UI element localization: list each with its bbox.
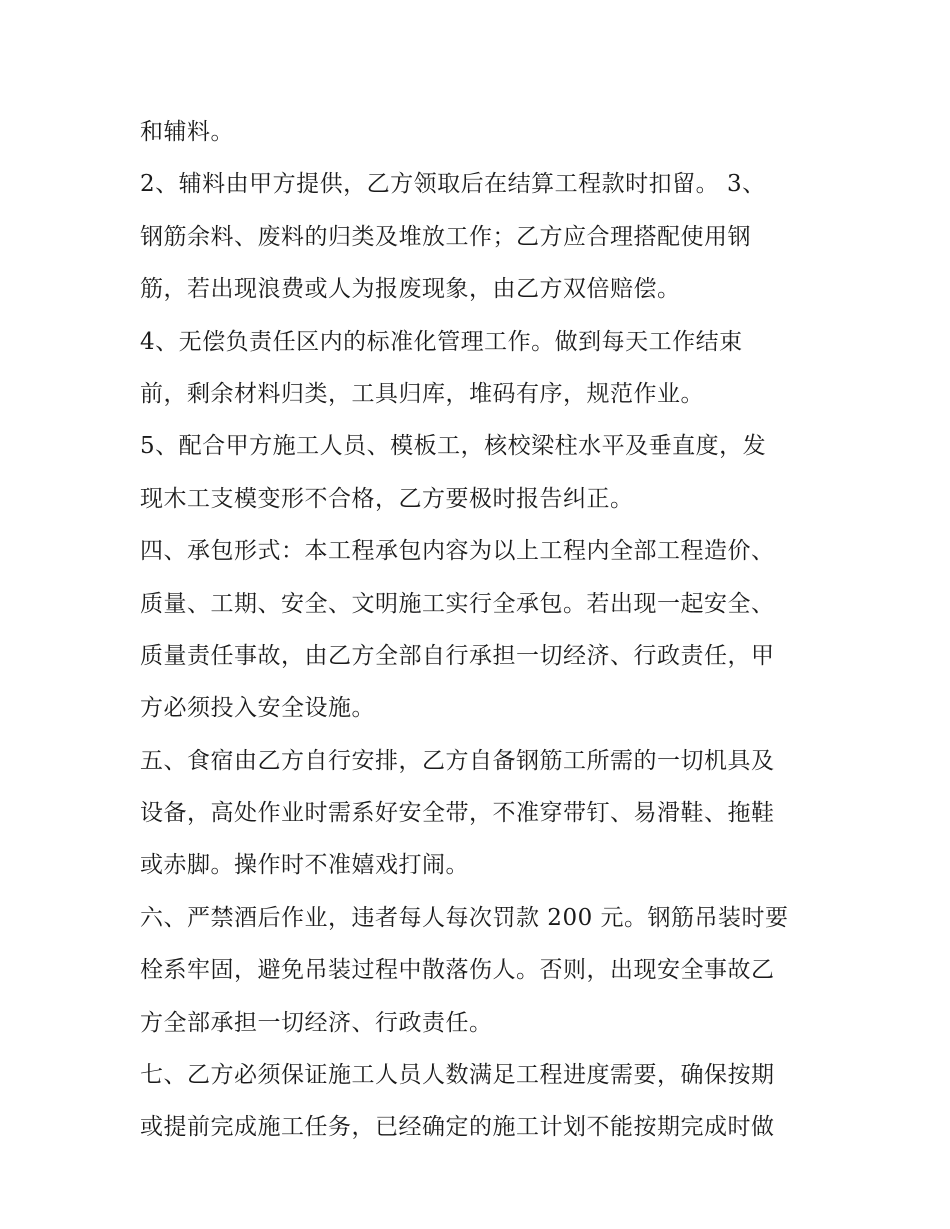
text-line: 筋，若出现浪费或人为报废现象，由乙方双倍赔偿。 [140, 276, 681, 303]
text-line: 5、配合甲方施工人员、模板工，核校梁柱水平及垂直度，发 [140, 433, 767, 460]
text-line: 五、食宿由乙方自行安排，乙方自备钢筋工所需的一切机具及 [140, 747, 775, 774]
text-line: 质量、工期、安全、文明施工实行全承包。若出现一起安全、 [140, 590, 775, 617]
document-body [140, 106, 820, 1154]
text-line: 方必须投入安全设施。 [140, 695, 375, 722]
text-line: 钢筋余料、废料的归类及堆放工作；乙方应合理搭配使用钢 [140, 223, 751, 250]
text-line: 或提前完成施工任务，已经确定的施工计划不能按期完成时做 [140, 1114, 775, 1141]
text-line: 方全部承担一切经济、行政责任。 [140, 1009, 493, 1036]
text-line: 栓系牢固，避免吊装过程中散落伤人。否则，出现安全事故乙 [140, 957, 775, 984]
text-line: 2、辅料由甲方提供，乙方领取后在结算工程款时扣留。 3、 [140, 171, 766, 198]
text-line: 设备，高处作业时需系好安全带，不准穿带钉、易滑鞋、拖鞋 [140, 800, 775, 827]
text-line: 六、严禁酒后作业，违者每人每次罚款 200 元。钢筋吊装时要 [140, 904, 789, 931]
text-line: 4、无偿负责任区内的标准化管理工作。做到每天工作结束 [140, 328, 743, 355]
text-line: 七、乙方必须保证施工人员人数满足工程进度需要，确保按期 [140, 1062, 775, 1089]
text-line: 质量责任事故，由乙方全部自行承担一切经济、行政责任，甲 [140, 642, 775, 669]
text-line: 或赤脚。操作时不准嬉戏打闹。 [140, 852, 469, 879]
text-line: 四、承包形式：本工程承包内容为以上工程内全部工程造价、 [140, 538, 775, 565]
text-line: 现木工支模变形不合格，乙方要极时报告纠正。 [140, 485, 634, 512]
text-line: 前，剩余材料归类，工具归库，堆码有序，规范作业。 [140, 380, 704, 407]
text-line: 和辅料。 [140, 119, 234, 145]
